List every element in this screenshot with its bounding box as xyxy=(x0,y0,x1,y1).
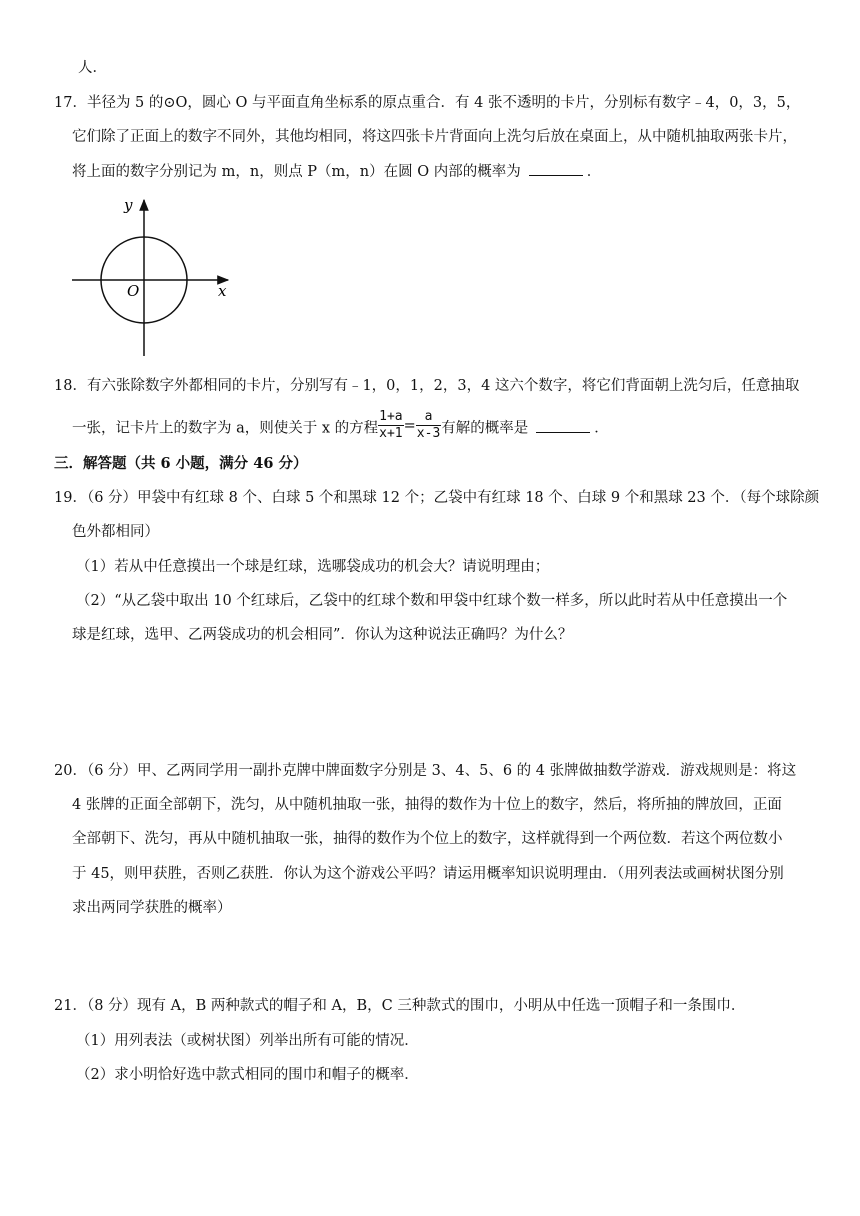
q18-answer-blank xyxy=(536,418,590,433)
q21-line-1: 21．（8 分）现有 A，B 两种款式的帽子和 A，B，C 三种款式的围巾，小明从中任选一顶帽子和一条围巾． xyxy=(54,998,746,1014)
section-3-title: 三．解答题（共 6 小题，满分 46 分） xyxy=(54,455,308,472)
x-axis-label: x xyxy=(218,282,227,300)
q19-line-1: 19．（6 分）甲袋中有红球 8 个、白球 5 个和黑球 12 个；乙袋中有红球 18 个、白球 9 个和黑球 23 个．（每个球除颜 xyxy=(54,490,820,506)
q20-line-3: 全部朝下、洗匀，再从中随机抽取一张，抽得的数作为个位上的数字，这样就得到一个两位数．若这个两位数小 xyxy=(72,831,783,847)
q18-line-2-end: ． xyxy=(594,420,609,437)
fraction-right-numerator: a xyxy=(416,409,441,426)
q17-circle-figure xyxy=(60,190,250,360)
q20-line-5: 求出两同学获胜的概率） xyxy=(72,900,232,916)
q21-part-2: （2）求小明恰好选中款式相同的围巾和帽子的概率． xyxy=(76,1067,419,1083)
q17-answer-blank xyxy=(529,161,583,176)
q18-fraction-right xyxy=(416,409,441,442)
q17-line-3-text: 将上面的数字分别记为 m，n，则点 P（m，n）在圆 O 内部的概率为 xyxy=(72,164,521,180)
q17-line-3 xyxy=(72,161,601,182)
q19-part-2-line-1: （2）“从乙袋中取出 10 个红球后，乙袋中的红球个数和甲袋中红球个数一样多，所以此时若从中任意摸出一个 xyxy=(76,593,788,609)
q18-line-2-text: 一张，记卡片上的数字为 a，则使关于 x 的方程 xyxy=(72,420,379,437)
q19-part-2-line-2: 球是红球，选甲、乙两袋成功的机会相同”．你认为这种说法正确吗？为什么？ xyxy=(72,627,573,643)
q20-line-4: 于 45，则甲获胜，否则乙获胜．你认为这个游戏公平吗？请运用概率知识说明理由．（用列表法或画树状图分别 xyxy=(72,866,784,882)
fraction-left-denominator: x+1 xyxy=(379,426,403,441)
y-axis-label: y xyxy=(124,196,133,214)
q18-line-2-tail: 有解的概率是 xyxy=(441,420,529,437)
q19-part-1: （1）若从中任意摸出一个球是红球，选哪袋成功的机会大？请说明理由； xyxy=(76,559,550,575)
q17-line-1: 17．半径为 5 的⊙O，圆心 O 与平面直角坐标系的原点重合．有 4 张不透明的卡片，分别标有数字﹣4，0，3，5， xyxy=(54,95,801,111)
fraction-left-numerator: 1+a xyxy=(379,409,403,424)
q20-line-2: 4 张牌的正面全部朝下，洗匀，从中随机抽取一张，抽得的数作为十位上的数字，然后，将所抽的牌放回，正面 xyxy=(72,797,782,813)
origin-label: O xyxy=(127,282,140,300)
q17-line-3-end: ． xyxy=(586,164,602,180)
q20-line-1: 20．（6 分）甲、乙两同学用一副扑克牌中牌面数字分别是 3、4、5、6 的 4 张牌做抽数学游戏．游戏规则是：将这 xyxy=(54,763,797,779)
q17-line-2: 它们除了正面上的数字不同外，其他均相同，将这四张卡片背面向上洗匀后放在桌面上，从中随机抽取两张卡片， xyxy=(72,129,797,145)
q19-line-2: 色外都相同） xyxy=(72,524,159,540)
fraction-right-denominator: x-3 xyxy=(416,426,441,441)
q18-line-1: 18．有六张除数字外都相同的卡片，分别写有﹣1，0，1，2，3，4 这六个数字，将它们背面朝上洗匀后，任意抽取 xyxy=(54,378,800,394)
equals-sign: = xyxy=(403,417,416,434)
carry-over-text: 人． xyxy=(78,60,107,76)
q18-line-2 xyxy=(72,409,609,445)
q21-part-1: （1）用列表法（或树状图）列举出所有可能的情况． xyxy=(76,1033,419,1049)
q18-fraction-left xyxy=(378,409,403,442)
